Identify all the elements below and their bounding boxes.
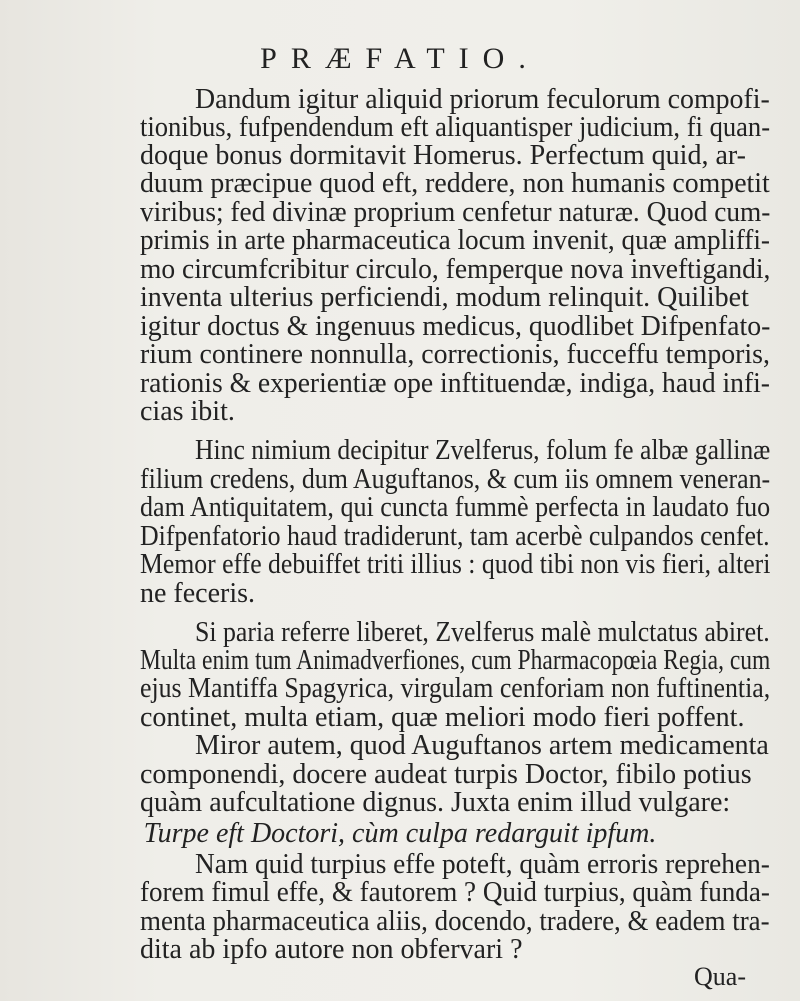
text-line: rationis & experientiæ ope inftituendæ, indiga, haud infi-: [140, 368, 770, 399]
page-title: PRÆFATIO.: [260, 42, 540, 75]
text-line: primis in arte pharmaceutica locum invenit, quæ ampliffi-: [140, 225, 770, 256]
text-line: ne feceris.: [140, 578, 256, 609]
text-line: tionibus, fufpendendum eft aliquantisper judicium, fi quan-: [140, 112, 771, 143]
text-line: menta pharmaceutica aliis, docendo, tradere, & eadem tra-: [140, 906, 770, 937]
text-line: continet, multa etiam, quæ meliori modo fieri poffent.: [140, 702, 745, 733]
text-line: componendi, docere audeat turpis Doctor, fibilo potius: [140, 759, 752, 790]
text-line: filium credens, dum Auguftanos, & cum iis omnem veneran-: [140, 464, 771, 495]
text-line: forem fimul effe, & fautorem ? Quid turpius, quàm funda-: [140, 877, 770, 908]
text-line: quàm aufcultatione dignus. Juxta enim illud vulgare:: [140, 787, 731, 818]
text-line: Si paria referre liberet, Zvelferus malè mulctatus abiret.: [195, 617, 770, 648]
text-line: rium continere nonnulla, correctionis, fucceffu temporis,: [140, 339, 770, 370]
text-line: igitur doctus & ingenuus medicus, quodlibet Difpenfato-: [140, 311, 771, 342]
catchword: Qua-: [694, 962, 746, 991]
quoted-proverb: Turpe eft Doctori, cùm culpa redarguit ipfum.: [143, 818, 657, 849]
text-line: dam Antiquitatem, qui cuncta fummè perfecta in laudato fuo: [140, 492, 771, 523]
text-line: ejus Mantiffa Spagyrica, virgulam cenforiam non fuftinentia,: [140, 673, 771, 704]
text-line: Difpenfatorio haud tradiderunt, tam acerbè culpandos cenfet.: [140, 521, 770, 552]
text-line: duum præcipue quod eft, reddere, non humanis competit: [140, 168, 770, 199]
text-line: mo circumfcribitur circulo, femperque nova inveftigandi,: [140, 254, 771, 285]
text-line: cias ibit.: [140, 396, 235, 427]
text-line: Hinc nimium decipitur Zvelferus, folum fe albæ gallinæ: [195, 435, 771, 466]
text-line: Memor effe debuiffet triti illius : quod tibi non vis fieri, alteri: [140, 549, 771, 580]
text-line: Multa enim tum Animadverfiones, cum Pharmacopœia Regia, cum: [140, 645, 771, 676]
text-line: dita ab ipfo autore non obfervari ?: [140, 934, 523, 965]
text-line: inventa ulterius perficiendi, modum relinquit. Quilibet: [140, 282, 749, 313]
text-line: viribus; fed divinæ proprium cenfetur naturæ. Quod cum-: [140, 197, 771, 228]
text-line: Miror autem, quod Auguftanos artem medicamenta: [195, 730, 769, 761]
text-line: doque bonus dormitavit Homerus. Perfectum quid, ar-: [140, 140, 746, 171]
text-line: Dandum igitur aliquid priorum feculorum compofi-: [195, 84, 770, 115]
text-line: Nam quid turpius effe poteft, quàm erroris reprehen-: [195, 849, 770, 880]
